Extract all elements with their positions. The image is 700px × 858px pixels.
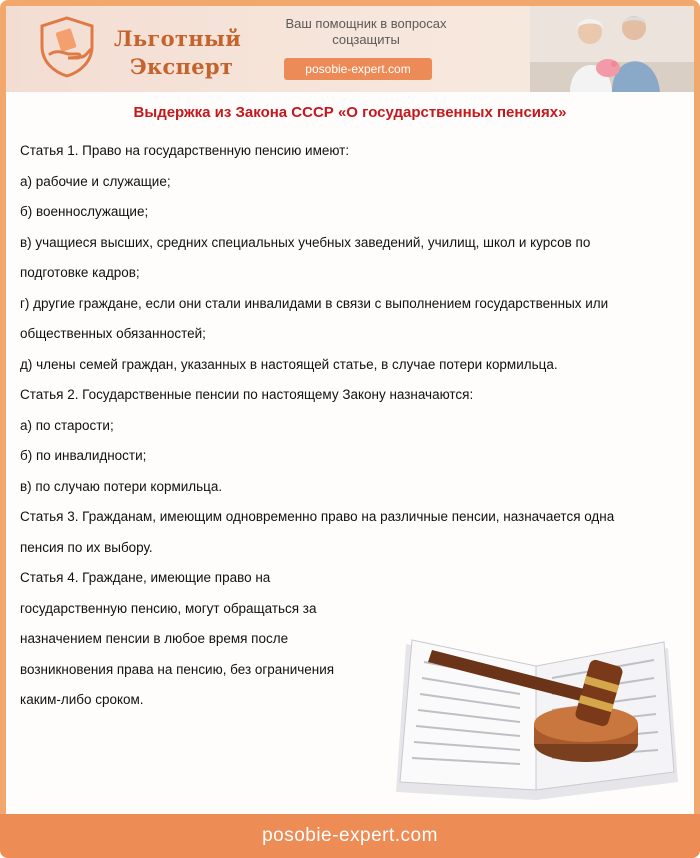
- list-item: а) рабочие и служащие;: [20, 173, 171, 190]
- list-item: а) по старости;: [20, 417, 114, 434]
- list-item: в) учащиеся высших, средних специальных учебных заведений, училищ, школ и курсов по подготовке кадров;: [20, 234, 591, 281]
- list-item: д) члены семей граждан, указанных в настоящей статье, в случае потери кормильца.: [20, 356, 558, 373]
- list-item: г) другие граждане, если они стали инвалидами в связи с выполнением государственных или общественных обязанностей;: [20, 295, 609, 342]
- list-item: б) по инвалидности;: [20, 448, 147, 464]
- brand-name-line1: Льготный: [114, 26, 242, 51]
- article-4-text: Статья 4. Граждане, имеющие право на государственную пенсию, могут обращаться за назначением пенсии в любое время после возникновения права на пенсию, без ограничения каким-либо сроком.: [20, 570, 335, 708]
- article-text: [20, 136, 651, 716]
- article-2-heading: Статья 2. Государственные пенсии по настоящему Закону назначаются:: [20, 387, 474, 403]
- header: [6, 6, 694, 92]
- gavel-on-book-icon: [386, 632, 686, 804]
- list-item: б) военнослужащие;: [20, 204, 149, 220]
- elderly-couple-photo: [530, 6, 694, 92]
- tagline: Ваш помощник в вопросах соцзащиты: [285, 16, 447, 47]
- document-title: Выдержка из Закона СССР «О государственных пенсиях»: [133, 104, 567, 121]
- hand-with-document-icon: [38, 16, 96, 78]
- list-item: в) по случаю потери кормильца.: [20, 478, 223, 495]
- footer-site-link[interactable]: posobie-expert.com: [0, 814, 700, 858]
- article-1-heading: Статья 1. Право на государственную пенсию имеют:: [20, 143, 350, 159]
- article-3-text: Статья 3. Гражданам, имеющим одновременно право на различные пенсии, назначается одна пенсия по их выбору.: [20, 509, 615, 556]
- site-badge[interactable]: posobie-expert.com: [284, 58, 432, 80]
- brand-name-line2: Эксперт: [130, 54, 234, 79]
